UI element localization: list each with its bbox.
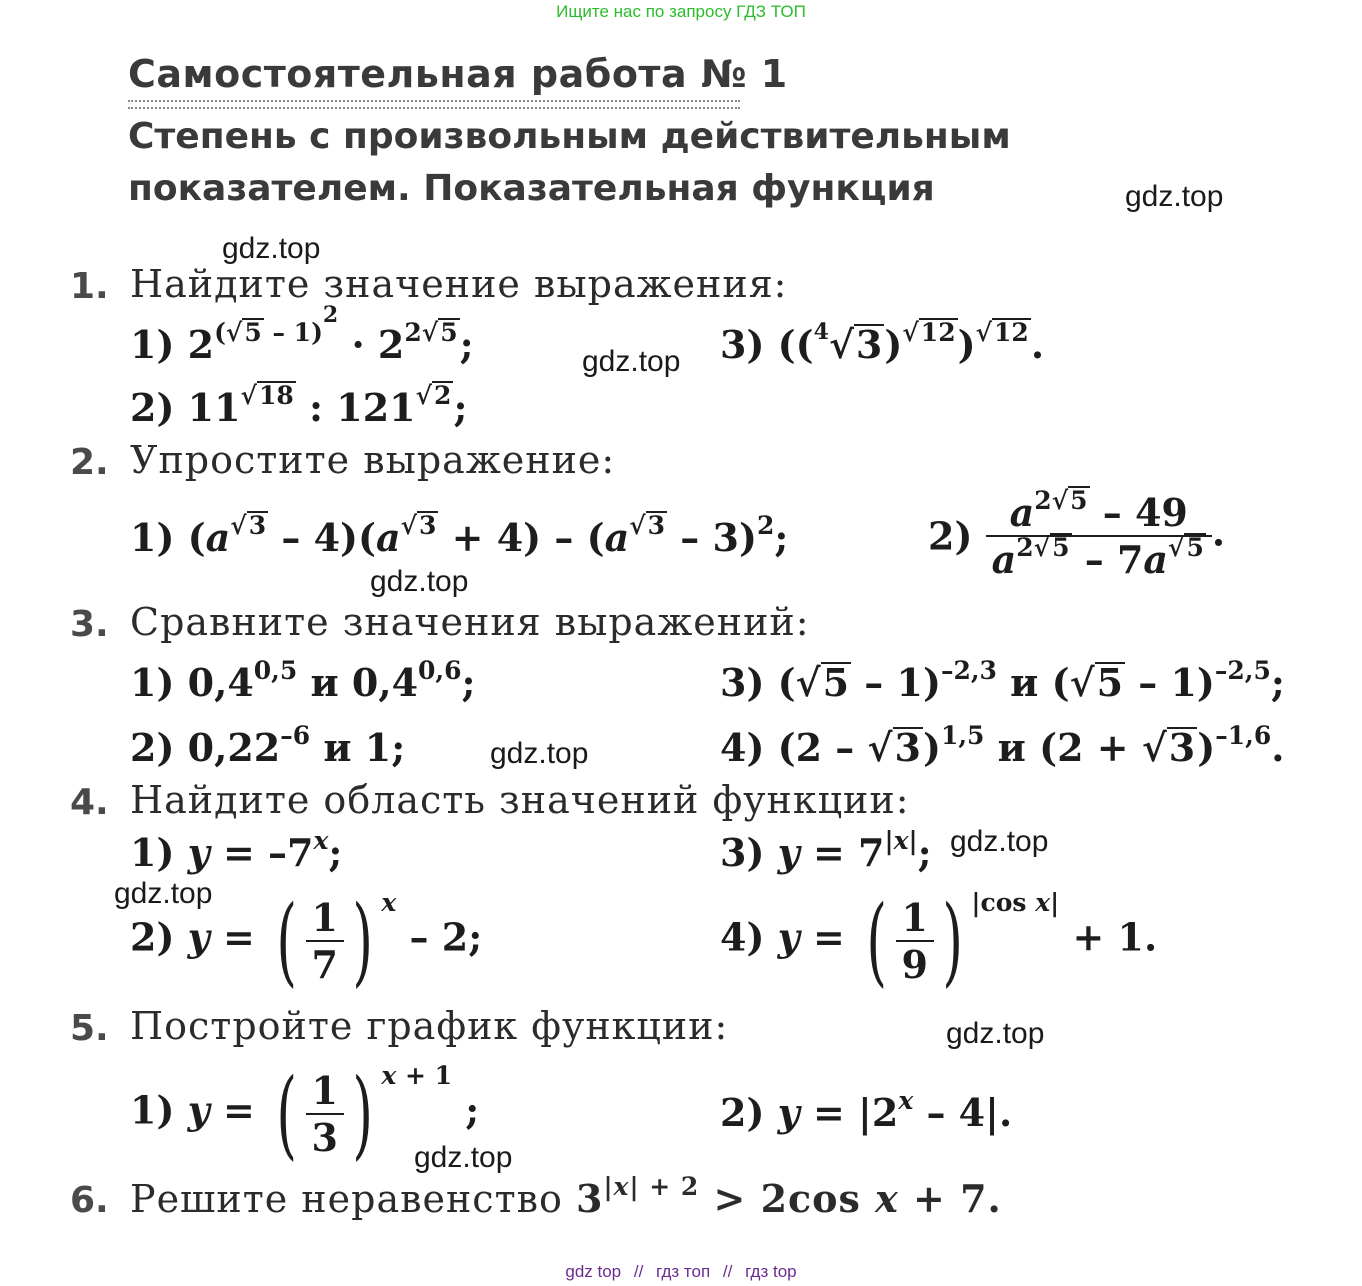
- task-text: Найдите область значений функции:: [130, 778, 910, 822]
- task-number: 4.: [70, 782, 109, 823]
- task-3-item-1: 1) 0,4$^{0,5}$ и 0,4$^{0,6}$;: [130, 656, 476, 705]
- task-number: 2.: [70, 442, 109, 483]
- page-title: Самостоятельная работа № 1: [128, 52, 788, 96]
- task-5-item-2: 2) $y = |2^x - 4|$.: [720, 1086, 1013, 1135]
- task-4-item-1: 1) $y = -7^x$;: [130, 826, 343, 875]
- task-3-item-2: 2) $0,22^{-6}$ и 1;: [130, 721, 406, 770]
- watermark: gdz.top: [490, 737, 589, 770]
- footer-separator: //: [633, 1262, 644, 1281]
- task-text: Решите неравенство $3^{|x| + 2} > 2\cos$ x + 7.: [130, 1172, 1002, 1221]
- task-4-item-2: 2) y = ( $\frac{1}{7}$ ) $^x$ – 2;: [130, 885, 483, 997]
- task-number: 3.: [70, 604, 109, 645]
- footer-links: [0, 1262, 1362, 1282]
- watermark: gdz.top: [222, 232, 321, 265]
- task-text: Найдите значение выражения:: [130, 262, 788, 306]
- task-number: 5.: [70, 1008, 109, 1049]
- task-5-item-1: 1) y = ( $\frac{1}{3}$ ) $^{x + 1}$ ;: [130, 1058, 480, 1170]
- top-search-link[interactable]: Ищите нас по запросу ГДЗ ТОП: [556, 2, 806, 21]
- footer-link[interactable]: гдз top: [745, 1262, 797, 1281]
- watermark: gdz.top: [370, 565, 469, 598]
- footer-separator: //: [722, 1262, 733, 1281]
- subtitle-line-2: показателем. Показательная функция: [128, 168, 935, 209]
- footer-link[interactable]: gdz top: [565, 1262, 622, 1281]
- title-divider: [128, 100, 740, 109]
- subtitle-line-1: Степень с произвольным действительным: [128, 116, 1011, 157]
- watermark: gdz.top: [946, 1017, 1045, 1050]
- task-text: Постройте график функции:: [130, 1004, 729, 1048]
- task-4-item-4: 4) y = ( $\frac{1}{9}$ ) $^{|cos x|}$ + 1.: [720, 885, 1158, 997]
- watermark: gdz.top: [950, 825, 1049, 858]
- task-1-item-3: 3) $((^4√3)^{√12})^{√12}$.: [720, 318, 1045, 367]
- task-3-item-3: 3) (√5 – 1)$^{-2,3}$ и (√5 – 1)$^{-2,5}$;: [720, 656, 1285, 705]
- task-3-item-4: 4) (2 – √3)$^{1,5}$ и $(2 + √3)^{-1,6}$.: [720, 721, 1285, 770]
- watermark: gdz.top: [1125, 180, 1224, 213]
- task-text: Упростите выражение:: [130, 438, 616, 482]
- task-2-item-2: 2) $\frac{a^{2√5} - 49}{a^{2√5} - 7a^{√5}}$ .: [928, 486, 1226, 582]
- task-number: 1.: [70, 266, 109, 307]
- task-1-item-2: 2) $11^{√18}$ : $121^{√2}$;: [130, 381, 468, 430]
- footer-link[interactable]: гдз топ: [656, 1262, 711, 1281]
- watermark: gdz.top: [414, 1141, 513, 1174]
- watermark: gdz.top: [114, 877, 213, 910]
- task-4-item-3: 3) $y = 7^{|x|}$;: [720, 826, 932, 875]
- task-number: 6.: [70, 1180, 109, 1221]
- task-2-item-1: 1) $(a^{√3} - 4)(a^{√3} + 4) - (a^{√3} - 3)^2$;: [130, 511, 789, 560]
- task-1-item-1: 1) $2^{(√5 - 1)2} \cdot 2^{2√5}$;: [130, 302, 474, 367]
- watermark: gdz.top: [582, 345, 681, 378]
- task-text: Сравните значения выражений:: [130, 600, 810, 644]
